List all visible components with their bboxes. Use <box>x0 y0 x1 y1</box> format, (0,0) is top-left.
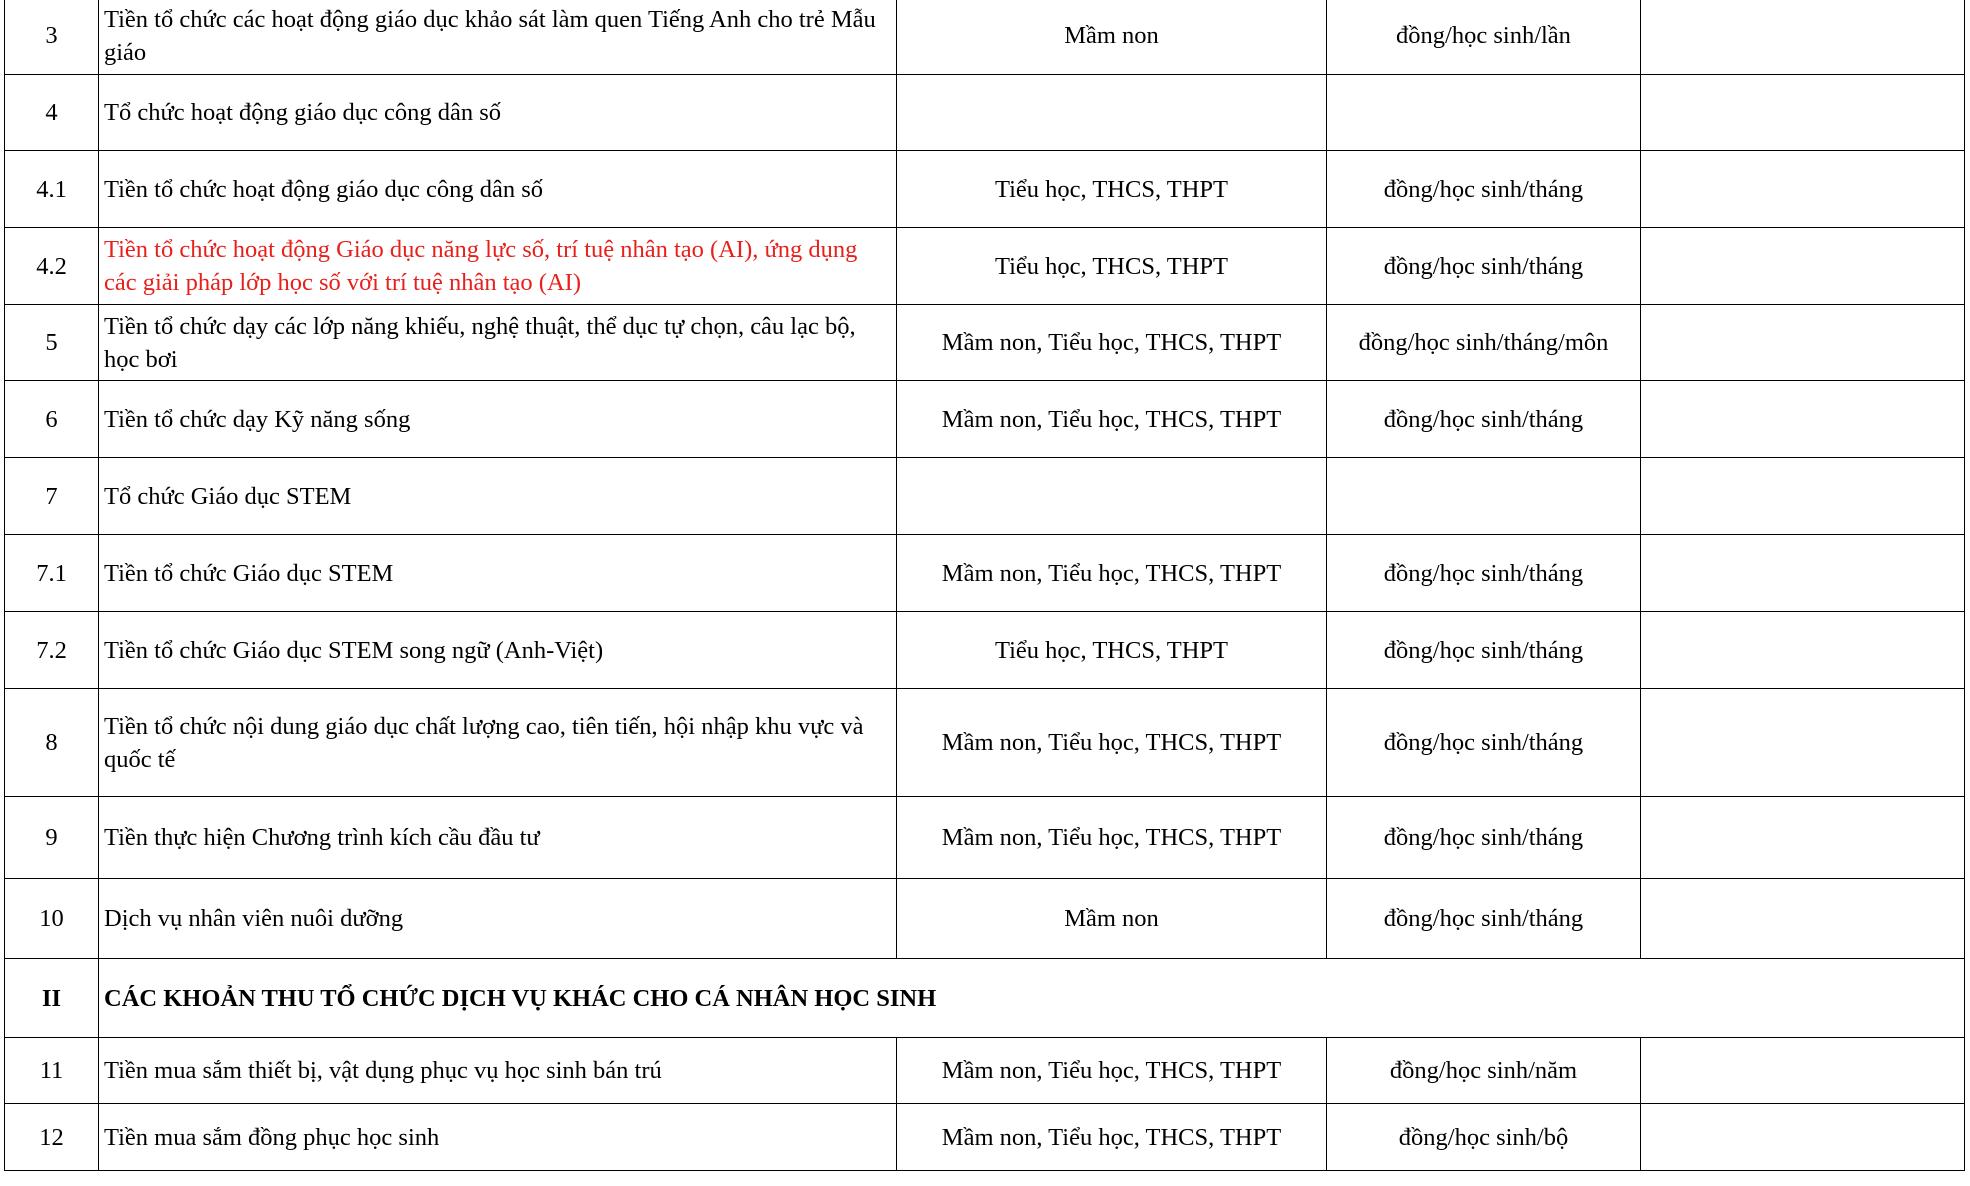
row-level: Mầm non <box>897 0 1327 75</box>
row-unit: đồng/học sinh/tháng <box>1327 689 1641 797</box>
row-content: Tiền tổ chức dạy Kỹ năng sống <box>99 381 897 458</box>
row-level: Mầm non <box>897 879 1327 959</box>
row-unit: đồng/học sinh/tháng <box>1327 228 1641 305</box>
row-unit: đồng/học sinh/năm <box>1327 1038 1641 1104</box>
row-level: Tiểu học, THCS, THPT <box>897 612 1327 689</box>
row-number: 10 <box>5 879 99 959</box>
row-number: 4.1 <box>5 151 99 228</box>
row-note <box>1641 535 1965 612</box>
row-level: Mầm non, Tiểu học, THCS, THPT <box>897 381 1327 458</box>
row-note <box>1641 151 1965 228</box>
row-content: Tiền tổ chức các hoạt động giáo dục khảo sát làm quen Tiếng Anh cho trẻ Mẫu giáo <box>99 0 897 75</box>
row-note <box>1641 1038 1965 1104</box>
table-row <box>5 612 1965 689</box>
row-content: Tiền tổ chức hoạt động giáo dục công dân số <box>99 151 897 228</box>
table-row <box>5 305 1965 381</box>
row-unit: đồng/học sinh/tháng <box>1327 612 1641 689</box>
table-row <box>5 689 1965 797</box>
row-content: Tiền tổ chức hoạt động Giáo dục năng lực số, trí tuệ nhân tạo (AI), ứng dụng các giải pháp lớp học số với trí tuệ nhân tạo (AI) <box>99 228 897 305</box>
table-row <box>5 1038 1965 1104</box>
table-row <box>5 1104 1965 1171</box>
table-row <box>5 879 1965 959</box>
row-content: Tiền tổ chức dạy các lớp năng khiếu, nghệ thuật, thể dục tự chọn, câu lạc bộ, học bơi <box>99 305 897 381</box>
section-title: CÁC KHOẢN THU TỔ CHỨC DỊCH VỤ KHÁC CHO CÁ NHÂN HỌC SINH <box>99 959 1965 1038</box>
row-number: 7.1 <box>5 535 99 612</box>
table-row <box>5 228 1965 305</box>
table-row <box>5 151 1965 228</box>
row-note <box>1641 797 1965 879</box>
row-unit: đồng/học sinh/lần <box>1327 0 1641 75</box>
row-unit: đồng/học sinh/tháng/môn <box>1327 305 1641 381</box>
row-number: 9 <box>5 797 99 879</box>
row-number: 5 <box>5 305 99 381</box>
row-level: Mầm non, Tiểu học, THCS, THPT <box>897 1038 1327 1104</box>
row-level: Mầm non, Tiểu học, THCS, THPT <box>897 1104 1327 1171</box>
row-unit <box>1327 75 1641 151</box>
row-level <box>897 75 1327 151</box>
row-note <box>1641 305 1965 381</box>
row-unit: đồng/học sinh/tháng <box>1327 797 1641 879</box>
row-note <box>1641 689 1965 797</box>
table-row <box>5 0 1965 75</box>
row-content: Tiền tổ chức Giáo dục STEM <box>99 535 897 612</box>
row-number: 7 <box>5 458 99 535</box>
table-row <box>5 458 1965 535</box>
row-content: Tiền thực hiện Chương trình kích cầu đầu tư <box>99 797 897 879</box>
row-level: Mầm non, Tiểu học, THCS, THPT <box>897 305 1327 381</box>
row-number: 6 <box>5 381 99 458</box>
row-note <box>1641 228 1965 305</box>
row-note <box>1641 458 1965 535</box>
row-note <box>1641 0 1965 75</box>
row-level: Tiểu học, THCS, THPT <box>897 228 1327 305</box>
row-note <box>1641 879 1965 959</box>
row-number: 8 <box>5 689 99 797</box>
table-row <box>5 535 1965 612</box>
row-number: 11 <box>5 1038 99 1104</box>
row-content: Tiền tổ chức Giáo dục STEM song ngữ (Anh-Việt) <box>99 612 897 689</box>
row-unit: đồng/học sinh/tháng <box>1327 535 1641 612</box>
row-content: Tiền mua sắm đồng phục học sinh <box>99 1104 897 1171</box>
row-level <box>897 458 1327 535</box>
section-header-row <box>5 959 1965 1038</box>
row-note <box>1641 1104 1965 1171</box>
section-number: II <box>5 959 99 1038</box>
row-number: 4 <box>5 75 99 151</box>
row-note <box>1641 381 1965 458</box>
row-number: 12 <box>5 1104 99 1171</box>
row-number: 3 <box>5 0 99 75</box>
row-content: Tổ chức Giáo dục STEM <box>99 458 897 535</box>
row-level: Mầm non, Tiểu học, THCS, THPT <box>897 689 1327 797</box>
row-level: Tiểu học, THCS, THPT <box>897 151 1327 228</box>
row-unit: đồng/học sinh/bộ <box>1327 1104 1641 1171</box>
row-unit <box>1327 458 1641 535</box>
table-row <box>5 381 1965 458</box>
row-content: Tổ chức hoạt động giáo dục công dân số <box>99 75 897 151</box>
row-unit: đồng/học sinh/tháng <box>1327 151 1641 228</box>
row-content: Tiền tổ chức nội dung giáo dục chất lượng cao, tiên tiến, hội nhập khu vực và quốc tế <box>99 689 897 797</box>
row-level: Mầm non, Tiểu học, THCS, THPT <box>897 535 1327 612</box>
row-content: Tiền mua sắm thiết bị, vật dụng phục vụ học sinh bán trú <box>99 1038 897 1104</box>
fee-table <box>4 0 1965 1171</box>
row-note <box>1641 75 1965 151</box>
row-number: 4.2 <box>5 228 99 305</box>
row-content: Dịch vụ nhân viên nuôi dưỡng <box>99 879 897 959</box>
row-note <box>1641 612 1965 689</box>
row-unit: đồng/học sinh/tháng <box>1327 381 1641 458</box>
table-row <box>5 75 1965 151</box>
row-level: Mầm non, Tiểu học, THCS, THPT <box>897 797 1327 879</box>
row-unit: đồng/học sinh/tháng <box>1327 879 1641 959</box>
row-number: 7.2 <box>5 612 99 689</box>
table-row <box>5 797 1965 879</box>
